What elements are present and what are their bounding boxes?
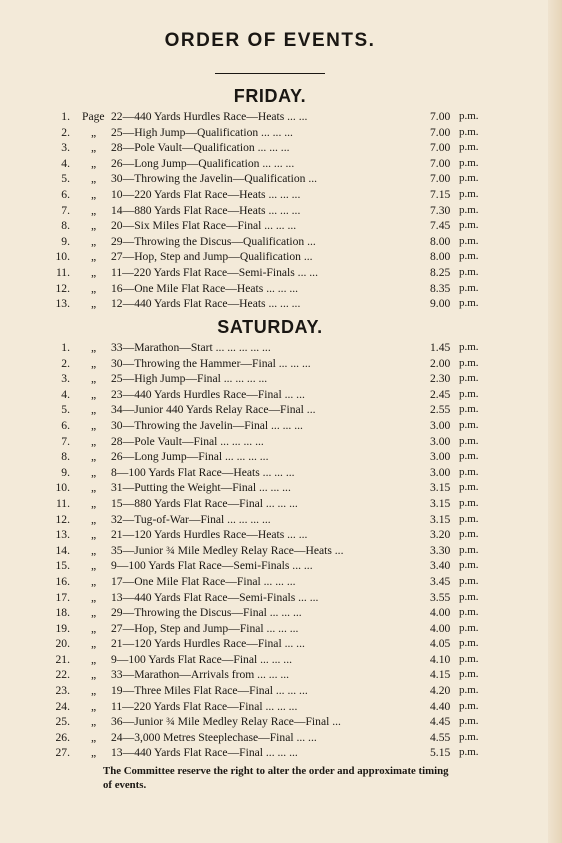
- event-time: 3.30: [430, 543, 451, 557]
- committee-footnote: The Committee reserve the right to alter the order and approximate timing of events.: [103, 765, 449, 791]
- event-name: 26—Long Jump—Qualification ... ... ...: [111, 156, 295, 170]
- event-number: 6.: [61, 187, 70, 201]
- event-name: 31—Putting the Weight—Final ... ... ...: [111, 481, 291, 495]
- event-time-suffix: p.m.: [459, 606, 479, 619]
- event-number: 17.: [55, 590, 70, 604]
- event-row: [0, 558, 562, 574]
- event-row: [0, 402, 562, 418]
- event-row: [0, 109, 562, 125]
- event-name: 30—Throwing the Javelin—Qualification ...: [111, 172, 318, 186]
- event-row: [0, 434, 562, 450]
- event-number: 12.: [55, 281, 70, 295]
- event-time-suffix: p.m.: [459, 746, 479, 759]
- page-reference: „: [91, 356, 97, 370]
- event-time-suffix: p.m.: [459, 156, 479, 169]
- page-reference: „: [91, 481, 97, 495]
- event-time-suffix: p.m.: [459, 265, 479, 278]
- event-row: [0, 418, 562, 434]
- event-row: [0, 605, 562, 621]
- page-reference: „: [91, 187, 97, 201]
- page-reference: „: [91, 219, 97, 233]
- page-reference: „: [91, 372, 97, 386]
- event-time-suffix: p.m.: [459, 465, 479, 478]
- page-reference: „: [91, 590, 97, 604]
- event-number: 2.: [61, 356, 70, 370]
- event-time-suffix: p.m.: [459, 699, 479, 712]
- event-time: 4.00: [430, 621, 451, 635]
- event-row: [0, 449, 562, 465]
- event-time: 2.00: [430, 356, 451, 370]
- event-time: 7.45: [430, 219, 451, 233]
- event-name: 30—Throwing the Javelin—Final ... ... ...: [111, 418, 303, 432]
- event-time: 7.15: [430, 187, 451, 201]
- page-reference: „: [91, 559, 97, 573]
- event-row: [0, 527, 562, 543]
- event-number: 1.: [61, 341, 70, 354]
- event-row: [0, 218, 562, 234]
- event-time: 2.30: [430, 372, 451, 386]
- event-name: 16—One Mile Flat Race—Heats ... ... ...: [111, 281, 299, 295]
- event-name: 21—120 Yards Hurdles Race—Final ... ...: [111, 637, 305, 651]
- event-number: 10.: [55, 250, 70, 264]
- event-time: 7.30: [430, 203, 451, 217]
- event-name: 28—Pole Vault—Final ... ... ... ...: [111, 434, 264, 448]
- event-number: 9.: [61, 234, 70, 248]
- event-time-suffix: p.m.: [459, 668, 479, 681]
- event-number: 13.: [55, 528, 70, 542]
- event-row: [0, 512, 562, 528]
- event-name: 27—Hop, Step and Jump—Qualification ...: [111, 250, 313, 264]
- page-reference: „: [91, 637, 97, 651]
- event-time-suffix: p.m.: [459, 250, 479, 263]
- event-row: [0, 480, 562, 496]
- event-name: 35—Junior ¾ Mile Medley Relay Race—Heats ...: [111, 543, 344, 557]
- event-name: 23—440 Yards Hurdles Race—Final ... ...: [111, 387, 305, 401]
- event-number: 23.: [55, 684, 70, 698]
- page-reference: „: [91, 203, 97, 217]
- event-row: [0, 281, 562, 297]
- event-time: 2.45: [430, 387, 451, 401]
- page-reference: „: [91, 606, 97, 620]
- event-time: 7.00: [430, 141, 451, 155]
- event-number: 7.: [61, 434, 70, 448]
- event-time: 3.40: [430, 559, 451, 573]
- page-reference: „: [91, 403, 97, 417]
- event-time-suffix: p.m.: [459, 637, 479, 650]
- event-time-suffix: p.m.: [459, 418, 479, 431]
- event-name: 13—440 Yards Flat Race—Final ... ... ...: [111, 746, 298, 760]
- event-name: 11—220 Yards Flat Race—Final ... ... ...: [111, 699, 298, 713]
- event-number: 9.: [61, 465, 70, 479]
- event-row: [0, 714, 562, 730]
- event-number: 12.: [55, 512, 70, 526]
- event-row: [0, 140, 562, 156]
- event-name: 10—220 Yards Flat Race—Heats ... ... ...: [111, 187, 301, 201]
- event-name: 24—3,000 Metres Steeplechase—Final ... ...: [111, 730, 317, 744]
- event-number: 4.: [61, 156, 70, 170]
- event-number: 26.: [55, 730, 70, 744]
- event-name: 29—Throwing the Discus—Qualification ...: [111, 234, 316, 248]
- event-row: [0, 125, 562, 141]
- event-time: 3.55: [430, 590, 451, 604]
- event-time-suffix: p.m.: [459, 234, 479, 247]
- event-time-suffix: p.m.: [459, 125, 479, 138]
- event-row: [0, 683, 562, 699]
- event-name: 9—100 Yards Flat Race—Semi-Finals ... ...: [111, 559, 313, 573]
- page-reference: „: [91, 746, 97, 760]
- page-reference: „: [91, 668, 97, 682]
- event-number: 8.: [61, 219, 70, 233]
- event-time-suffix: p.m.: [459, 512, 479, 525]
- event-time-suffix: p.m.: [459, 574, 479, 587]
- event-number: 24.: [55, 699, 70, 713]
- event-time: 4.00: [430, 606, 451, 620]
- event-name: 26—Long Jump—Final ... ... ... ...: [111, 450, 269, 464]
- event-time-suffix: p.m.: [459, 543, 479, 556]
- event-time-suffix: p.m.: [459, 652, 479, 665]
- event-row: [0, 387, 562, 403]
- event-time-suffix: p.m.: [459, 403, 479, 416]
- event-name: 13—440 Yards Flat Race—Semi-Finals ... ...: [111, 590, 319, 604]
- event-row: [0, 652, 562, 668]
- event-row: [0, 371, 562, 387]
- event-time: 4.55: [430, 730, 451, 744]
- event-number: 18.: [55, 606, 70, 620]
- event-time-suffix: p.m.: [459, 559, 479, 572]
- event-number: 3.: [61, 372, 70, 386]
- event-number: 20.: [55, 637, 70, 651]
- event-name: 36—Junior ¾ Mile Medley Relay Race—Final ...: [111, 715, 341, 729]
- event-time: 4.40: [430, 699, 451, 713]
- event-name: 9—100 Yards Flat Race—Final ... ... ...: [111, 652, 292, 666]
- page-reference: „: [91, 250, 97, 264]
- event-number: 19.: [55, 621, 70, 635]
- event-time: 3.00: [430, 450, 451, 464]
- event-name: 20—Six Miles Flat Race—Final ... ... ...: [111, 219, 297, 233]
- event-name: 33—Marathon—Arrivals from ... ... ...: [111, 668, 290, 682]
- event-time: 4.20: [430, 684, 451, 698]
- event-number: 6.: [61, 418, 70, 432]
- event-time-suffix: p.m.: [459, 684, 479, 697]
- event-name: 30—Throwing the Hammer—Final ... ... ...: [111, 356, 311, 370]
- friday-heading: FRIDAY.: [233, 86, 307, 106]
- event-row: [0, 636, 562, 652]
- event-time: 3.15: [430, 512, 451, 526]
- event-time: 4.45: [430, 715, 451, 729]
- event-row: [0, 543, 562, 559]
- event-time: 8.35: [430, 281, 451, 295]
- event-row: [0, 590, 562, 606]
- event-number: 5.: [61, 172, 70, 186]
- event-number: 7.: [61, 203, 70, 217]
- page-reference: „: [91, 125, 97, 139]
- event-name: 34—Junior 440 Yards Relay Race—Final ...: [111, 403, 316, 417]
- event-time-suffix: p.m.: [459, 715, 479, 728]
- event-time-suffix: p.m.: [459, 730, 479, 743]
- event-time: 7.00: [430, 125, 451, 139]
- event-time-suffix: p.m.: [459, 187, 479, 200]
- event-time: 4.15: [430, 668, 451, 682]
- event-time: 3.00: [430, 465, 451, 479]
- event-time: 2.55: [430, 403, 451, 417]
- event-number: 4.: [61, 387, 70, 401]
- page-reference: „: [91, 684, 97, 698]
- event-row: [0, 234, 562, 250]
- event-time-suffix: p.m.: [459, 590, 479, 603]
- event-time-suffix: p.m.: [459, 110, 479, 122]
- event-name: 12—440 Yards Flat Race—Heats ... ... ...: [111, 297, 301, 311]
- saturday-events-list: [0, 340, 562, 761]
- event-name: 14—880 Yards Flat Race—Heats ... ... ...: [111, 203, 301, 217]
- page-reference: „: [91, 265, 97, 279]
- event-time-suffix: p.m.: [459, 528, 479, 541]
- event-row: [0, 296, 562, 312]
- event-row: [0, 699, 562, 715]
- event-time: 8.00: [430, 250, 451, 264]
- event-row: [0, 187, 562, 203]
- page-reference: „: [91, 652, 97, 666]
- event-number: 2.: [61, 125, 70, 139]
- event-time-suffix: p.m.: [459, 356, 479, 369]
- event-time-suffix: p.m.: [459, 434, 479, 447]
- event-time-suffix: p.m.: [459, 203, 479, 216]
- event-number: 3.: [61, 141, 70, 155]
- page-reference: „: [91, 621, 97, 635]
- page-reference: „: [91, 341, 97, 354]
- page-reference: „: [91, 434, 97, 448]
- event-time: 7.00: [430, 156, 451, 170]
- event-time-suffix: p.m.: [459, 297, 479, 310]
- event-row: [0, 574, 562, 590]
- event-name: 27—Hop, Step and Jump—Final ... ... ...: [111, 621, 299, 635]
- event-time: 5.15: [430, 746, 451, 760]
- event-time: 7.00: [430, 172, 451, 186]
- event-time: 4.05: [430, 637, 451, 651]
- event-row: [0, 156, 562, 172]
- page-reference: „: [91, 450, 97, 464]
- event-number: 25.: [55, 715, 70, 729]
- page-reference: „: [91, 699, 97, 713]
- event-row: [0, 356, 562, 372]
- event-time: 7.00: [430, 110, 451, 123]
- event-row: [0, 340, 562, 356]
- page-reference: „: [91, 543, 97, 557]
- event-time-suffix: p.m.: [459, 141, 479, 154]
- page-reference: „: [91, 465, 97, 479]
- event-name: 19—Three Miles Flat Race—Final ... ... ...: [111, 684, 308, 698]
- event-name: 8—100 Yards Flat Race—Heats ... ... ...: [111, 465, 295, 479]
- event-time: 3.00: [430, 418, 451, 432]
- event-time-suffix: p.m.: [459, 496, 479, 509]
- page-reference: „: [91, 574, 97, 588]
- event-number: 16.: [55, 574, 70, 588]
- event-row: [0, 667, 562, 683]
- event-name: 25—High Jump—Qualification ... ... ...: [111, 125, 293, 139]
- event-row: [0, 745, 562, 761]
- event-time-suffix: p.m.: [459, 621, 479, 634]
- page-reference: „: [91, 387, 97, 401]
- event-name: 25—High Jump—Final ... ... ... ...: [111, 372, 268, 386]
- event-name: 33—Marathon—Start ... ... ... ... ...: [111, 341, 271, 354]
- event-time-suffix: p.m.: [459, 219, 479, 232]
- page-reference: „: [91, 234, 97, 248]
- event-time-suffix: p.m.: [459, 341, 479, 353]
- event-row: [0, 171, 562, 187]
- event-number: 27.: [55, 746, 70, 760]
- page-reference: „: [91, 730, 97, 744]
- event-number: 22.: [55, 668, 70, 682]
- event-time: 8.25: [430, 265, 451, 279]
- event-time: 3.15: [430, 496, 451, 510]
- event-name: 28—Pole Vault—Qualification ... ... ...: [111, 141, 290, 155]
- event-row: [0, 465, 562, 481]
- saturday-heading: SATURDAY.: [217, 317, 323, 337]
- event-number: 21.: [55, 652, 70, 666]
- event-number: 11.: [55, 496, 70, 510]
- event-name: 22—440 Yards Hurdles Race—Heats ... ...: [111, 110, 308, 123]
- event-number: 13.: [55, 297, 70, 311]
- event-time: 8.00: [430, 234, 451, 248]
- page-reference: „: [91, 512, 97, 526]
- event-time: 3.45: [430, 574, 451, 588]
- event-row: [0, 496, 562, 512]
- event-time-suffix: p.m.: [459, 372, 479, 385]
- event-time-suffix: p.m.: [459, 281, 479, 294]
- page-reference: „: [91, 281, 97, 295]
- event-time: 9.00: [430, 297, 451, 311]
- event-time: 4.10: [430, 652, 451, 666]
- event-time: 3.00: [430, 434, 451, 448]
- event-name: 11—220 Yards Flat Race—Semi-Finals ... ...: [111, 265, 318, 279]
- page-reference: „: [91, 297, 97, 311]
- event-name: 29—Throwing the Discus—Final ... ... ...: [111, 606, 302, 620]
- event-time: 3.20: [430, 528, 451, 542]
- event-time-suffix: p.m.: [459, 481, 479, 494]
- event-number: 5.: [61, 403, 70, 417]
- event-row: [0, 730, 562, 746]
- page-reference: „: [91, 528, 97, 542]
- event-name: 21—120 Yards Hurdles Race—Heats ... ...: [111, 528, 308, 542]
- event-number: 11.: [55, 265, 70, 279]
- event-name: 32—Tug-of-War—Final ... ... ... ...: [111, 512, 271, 526]
- friday-events-list: [0, 109, 562, 312]
- event-name: 15—880 Yards Flat Race—Final ... ... ...: [111, 496, 298, 510]
- event-number: 1.: [61, 110, 70, 123]
- page-title: ORDER OF EVENTS.: [164, 30, 376, 51]
- page-reference: „: [91, 156, 97, 170]
- event-row: [0, 203, 562, 219]
- event-number: 10.: [55, 481, 70, 495]
- event-time: 3.15: [430, 481, 451, 495]
- page-reference: „: [91, 172, 97, 186]
- event-time-suffix: p.m.: [459, 172, 479, 185]
- page-reference: Page: [82, 110, 105, 123]
- page-reference: „: [91, 715, 97, 729]
- event-time: 1.45: [430, 341, 451, 354]
- event-row: [0, 249, 562, 265]
- title-underline: [215, 73, 325, 74]
- event-time-suffix: p.m.: [459, 387, 479, 400]
- event-number: 8.: [61, 450, 70, 464]
- event-number: 14.: [55, 543, 70, 557]
- event-number: 15.: [55, 559, 70, 573]
- page-reference: „: [91, 418, 97, 432]
- page-reference: „: [91, 141, 97, 155]
- event-name: 17—One Mile Flat Race—Final ... ... ...: [111, 574, 296, 588]
- event-row: [0, 265, 562, 281]
- event-time-suffix: p.m.: [459, 450, 479, 463]
- page-reference: „: [91, 496, 97, 510]
- event-row: [0, 621, 562, 637]
